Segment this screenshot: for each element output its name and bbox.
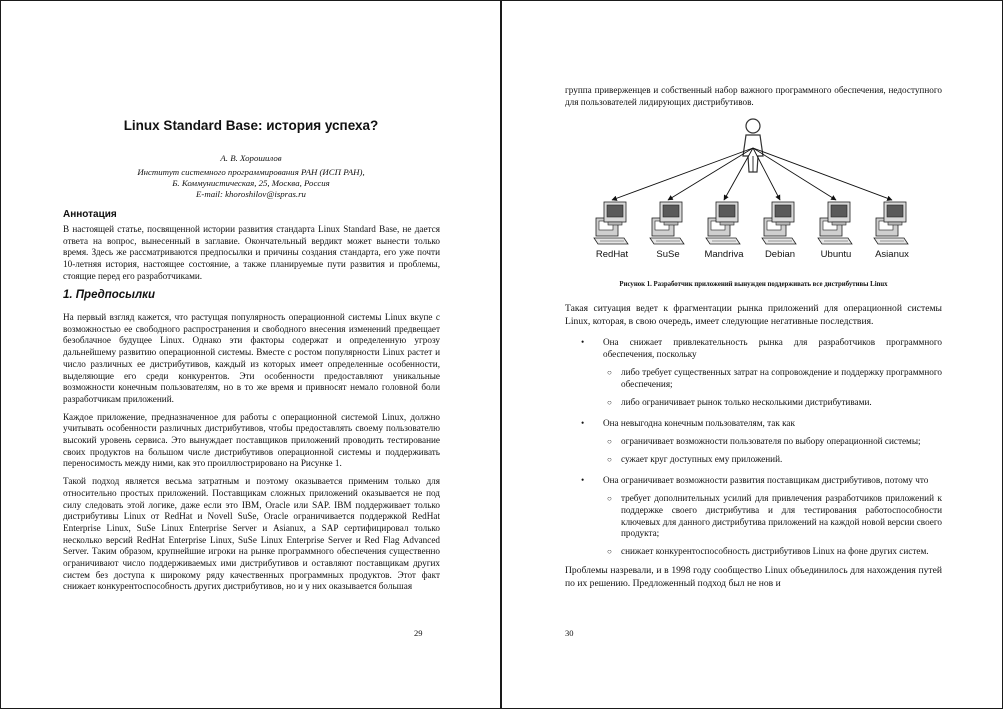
distro-label: Debian (764, 249, 796, 260)
distro-label: SuSe (656, 249, 680, 260)
right-page (501, 0, 1003, 709)
arrow (612, 148, 753, 200)
body-text (63, 312, 440, 599)
sub-bullet-text: требует дополнительных усилий для привлечения разработчиков приложений к поддержке своего дистрибутива и для тестирования работоспособности ключевых для данного дистрибутива приложений на каждой новой версии своего продукта; (621, 493, 942, 539)
bullet-text: Она ограничивает возможности развития поставщикам дистрибутивов, потому что (603, 474, 929, 485)
address: Б. Коммунистическая, 25, Москва, Россия (172, 178, 330, 188)
abstract-text: В настоящей статье, посвященной истории развития стандарта Linux Standard Base, не дается ответа на вопрос, вынесенный в заглавие. Окончательный вердикт может вынести только время. Здесь же рассматриваются предпосылки и причины создания стандарта, его уже почти 10-летняя история, настоящее состояние, а также планируемые пути развития и проблемы, стоящие перед его разработчиками. (63, 224, 440, 281)
bullet-text: Она снижает привлекательность рынка для разработчиков программного обеспечения, поскольку (603, 337, 942, 359)
closing-text: Проблемы назревали, и в 1998 году сообщество Linux объединилось для нахождения путей по их решению. Предложенный подход был не нов и (565, 565, 942, 589)
developer-person-icon (743, 119, 763, 172)
computer-icon (818, 202, 852, 244)
paper-title: Linux Standard Base: история успеха? (123, 118, 379, 133)
sub-bullet-text: либо требует существенных затрат на сопровождение и поддержку программного обеспечения; (621, 367, 942, 390)
intro-text: группа приверженцев и собственный набор важного программного обеспечения, недоступного для пользователей лидирующих дистрибутивов. (565, 85, 942, 107)
section-heading: 1. Предпосылки (63, 289, 155, 301)
circle-bullet-icon: ○ (607, 397, 612, 407)
circle-bullet-icon: ○ (607, 437, 612, 447)
sub-bullet-item (603, 454, 942, 466)
computer-icon (650, 202, 684, 244)
author: А. В. Хорошилов (220, 153, 282, 163)
circle-bullet-icon: ○ (607, 454, 612, 464)
consequences-list (565, 337, 942, 567)
sub-bullet-text: снижает конкурентоспособность дистрибутивов Linux на фоне других систем. (621, 546, 929, 557)
arrow (753, 148, 780, 200)
bullet-item (565, 475, 942, 558)
computer-icon (594, 202, 628, 244)
sub-bullet-item (603, 546, 942, 558)
arrow (753, 148, 892, 200)
arrow (724, 148, 753, 200)
sub-bullet-item (603, 367, 942, 390)
paragraph-after-figure: Такая ситуация ведет к фрагментации рынка приложений для операционной системы Linux, которая, в свою очередь, имеет следующие негативные последствия. (565, 303, 942, 327)
bullet-text: Она невыгодна конечным пользователям, так как (603, 417, 795, 428)
bullet-dot: • (581, 474, 585, 485)
sub-bullet-text: сужает круг доступных ему приложений. (621, 453, 783, 464)
distro-label: Ubuntu (820, 249, 852, 260)
body-paragraph: Каждое приложение, предназначенное для работы с операционной системой Linux, должно учитывать особенности различных дистрибутивов, чтобы предоставлять своему пользователю высокий уровень сервиса. Это вынуждает поставщиков приложений проводить тестирование своих продуктов на большом числе дистрибутивов операционной системы и поддерживать переносимость между ними, как это проиллюстрировано на Рисунке 1. (63, 411, 440, 469)
sub-bullet-item (603, 397, 942, 409)
bullet-item (565, 418, 942, 466)
page-number: 29 (414, 628, 423, 638)
distribution-figure (572, 114, 932, 266)
bullet-dot: • (581, 417, 585, 428)
sub-bullet-item (603, 493, 942, 540)
computer-icon (706, 202, 740, 244)
circle-bullet-icon: ○ (607, 494, 612, 504)
computers (594, 202, 909, 260)
circle-bullet-icon: ○ (607, 547, 612, 557)
email: E-mail: khoroshilov@ispras.ru (196, 189, 306, 199)
computer-icon (762, 202, 796, 244)
sub-bullet-item (603, 436, 942, 448)
body-paragraph: На первый взгляд кажется, что растущая популярность операционной системы Linux вкупе с возможностью ее свободного распространения и свободного внесения изменений предвещает безоблачное будущее Linux. Однако эти факторы содержат и определенную угрозу дальнейшему развитию операционной системы. Вместе с ростом популярности Linux растет и число различных ее дистрибутивов, каждый из которых имеет определенные особенности, выделяющие его среди конкурентов. Эти особенности предоставляют уникальные возможности конечным пользователям, но в то же время и привносят немало головной боли разработчикам приложений. (63, 312, 440, 404)
abstract-heading: Аннотация (63, 209, 117, 220)
sub-bullet-text: ограничивает возможности пользователя по выбору операционной системы; (621, 436, 921, 447)
bullet-dot: • (581, 337, 585, 347)
page-number: 30 (565, 628, 574, 638)
distro-label: Asianux (875, 249, 909, 260)
distro-label: Mandriva (704, 249, 744, 260)
sub-bullet-text: либо ограничивает рынок только несколькими дистрибутивами. (621, 396, 872, 407)
figure-caption: Рисунок 1. Разработчик приложений вынужден поддерживать все дистрибутивы Linux (619, 281, 888, 288)
bullet-item (565, 337, 942, 409)
affiliation: Институт системного программирования РАН (ИСП РАН), (137, 167, 365, 177)
distro-label: RedHat (595, 249, 629, 260)
arrow (668, 148, 753, 200)
computer-icon (874, 202, 908, 244)
body-paragraph: Такой подход является весьма затратным и поэтому оказывается применим только для относительно простых приложений. Поставщикам сложных приложений оказывается не под силу следовать этой логике, даже если это IBM, Oracle или SAP. IBM поддерживает только дистрибутивы Linux от RedHat и Novell SuSe, Oracle ограничивается поддержкой RedHat Enterprise Linux, SuSe Linux Enterprise Server и Asianux, а SAP сертифицировал только несколько версий RedHat Enterprise Linux, SuSe Linux Enterprise Server и Red Flag Advanced Server. Таким образом, крупнейшие игроки на рынке программного обеспечения существенно ограничивают число поддерживаемых ими дистрибутивов и оставляют поставщикам других систем без доступа к широкому ряду качественных программных продуктов. Этот факт снижает конкурентоспособность других дистрибутивов, но и у них оказывается большая (63, 476, 440, 592)
circle-bullet-icon: ○ (607, 368, 612, 378)
left-page (0, 0, 501, 709)
